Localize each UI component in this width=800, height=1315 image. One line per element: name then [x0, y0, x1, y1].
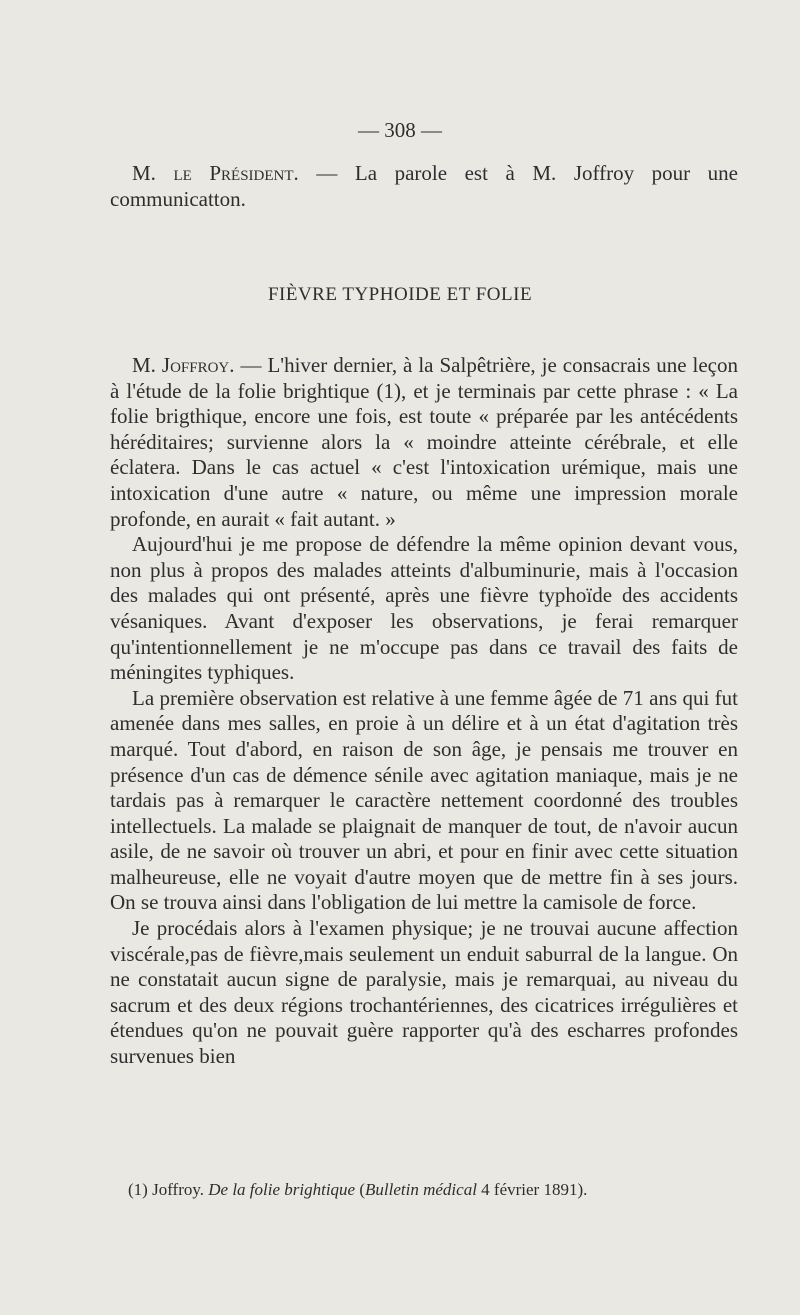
page-number: — 308 — [358, 118, 442, 142]
paragraph-3: La première observation est relative à une femme âgée de 71 ans qui fut amenée dans mes salles, en proie à un délire et à un état d'agitation très marqué. Tout d'abord, en raison de son âge, je pensais me trouver en présence d'un cas de démence sénile avec agitation maniaque, mais je ne tardais pas à remarquer le caractère nettement coordonné des troubles intellectuels. La malade se plaignait de manquer de tout, de n'avoir aucun asile, de ne savoir où trouver un abri, et pour en finir avec cette situation malheureuse, elle ne voyait d'autre moyen que de mettre fin à ses jours. On se trouva ainsi dans l'obligation de lui mettre la camisole de force. [110, 685, 738, 915]
footnote-journal-open: ( [355, 1180, 366, 1199]
intro-speaker: M. le Président. [132, 161, 299, 185]
intro-paragraph [110, 161, 738, 212]
footnote-prefix: (1) Joffroy. [128, 1180, 209, 1199]
paragraph-1-text: — L'hiver dernier, à la Salpêtrière, je consacrais une leçon à l'étude de la folie brightique (1), et je terminais par cette phrase : « La folie brigthique, encore une fois, est toute « préparée par les antécédents héréditaires; survienne alors la « moindre atteinte cérébrale, et elle éclatera. Dans le cas actuel « c'est l'intoxication urémique, mais une intoxication d'une autre « nature, ou même une impression morale profonde, en aurait « fait autant. » [110, 353, 738, 531]
paragraph-4: Je procédais alors à l'examen physique; je ne trouvai aucune affection viscérale,pas de fièvre,mais seulement un enduit saburral de la langue. On ne constatait aucun signe de paralysie, mais je remarquai, au niveau du sacrum et des deux régions trochantériennes, des cicatrices irrégulières et étendues qu'on ne pouvait guère rapporter qu'à des escharres profondes survenues bien [110, 916, 738, 1069]
footnote-journal: Bulletin médical [365, 1180, 477, 1199]
footnote-title: De la folie brightique [208, 1180, 356, 1199]
footnote-journal-date: 4 février 1891). [476, 1180, 588, 1199]
paragraph-1-speaker: M. Joffroy. [132, 353, 235, 377]
section-heading: FIÈVRE TYPHOIDE ET FOLIE [267, 284, 533, 305]
paragraph-1 [110, 353, 738, 532]
main-text [110, 353, 738, 1070]
intro-text: — La parole est à M. Joffroy pour une communicatton. [110, 161, 739, 211]
paragraph-2: Aujourd'hui je me propose de défendre la même opinion devant vous, non plus à propos des malades atteints d'albuminurie, mais à l'occasion des malades qui ont présenté, après une fièvre typhoïde des accidents vésaniques. Avant d'exposer les observations, je ferai remarquer qu'intentionnellement je ne m'occupe pas dans ce travail des faits de méningites typhiques. [110, 532, 738, 685]
footnote [128, 1180, 738, 1200]
